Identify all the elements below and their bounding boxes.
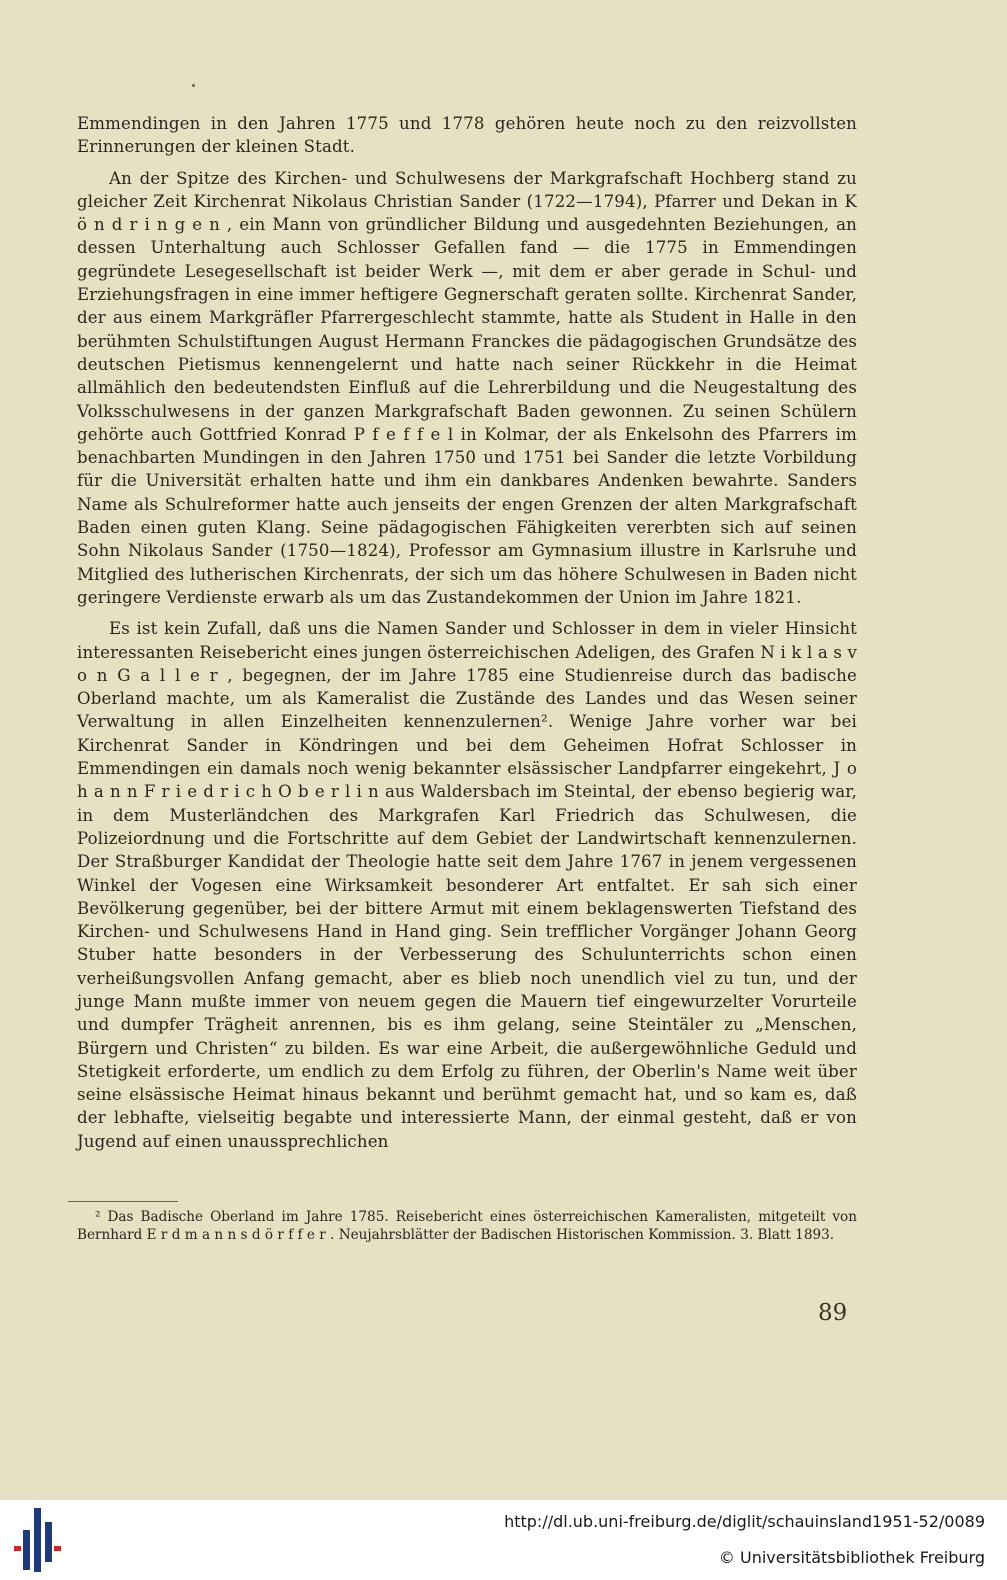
paragraph-3: Es ist kein Zufall, daß uns die Namen Sander und Schlosser in dem in vieler Hinsicht interessanten Reisebericht eines jungen österreichischen Adeligen, des Grafen N i k l a s v o n G a l l e r , begegnen, der im Jahre 1785 eine Studienreise durch das badische Oberland machte, um als Kameralist die Zustände des Landes und das Wesen seiner Verwaltung in allen Einzelheiten kennenzulernen². Wenige Jahre vorher war bei Kirchenrat Sander in Köndringen und bei dem Geheimen Hofrat Schlosser in Emmendingen ein damals noch wenig bekannter elsässischer Landpfarrer eingekehrt, J o h a n n F r i e d r i c h O b e r l i n aus Waldersbach im Steintal, der ebenso begierig war, in dem Musterländchen des Markgrafen Karl Friedrich das Schulwesen, die Polizeiordnung und die Fortschritte auf dem Gebiet der Landwirtschaft kennenzulernen. Der Straßburger Kandidat der Theologie hatte seit dem Jahre 1767 in jenem vergessenen Winkel der Vogesen eine Wirksamkeit besonderer Art entfaltet. Er sah sich einer Bevölkerung gegenüber, bei der bittere Armut mit einem beklagenswerten Tiefstand des Kirchen- und Schulwesens Hand in Hand ging. Sein trefflicher Vorgänger Johann Georg Stuber hatte besonders in der Verbesserung des Schulunterrichts schon einen verheißungsvollen Anfang gemacht, aber es blieb noch unendlich viel zu tun, und der junge Mann mußte immer von neuem gegen die Mauern tief eingewurzelter Vorurteile und dumpfer Trägheit anrennen, bis es ihm gelang, seine Steintäler zu „Menschen, Bürgern und Christen“ zu bilden. Es war eine Arbeit, die außergewöhnliche Geduld und Stetigkeit erforderte, um endlich zu dem Erfolg zu führen, der Oberlin's Name weit über seine elsässische Heimat hinaus bekannt und berühmt gemacht hat, und so kam es, daß der lebhafte, vielseitig begabte und interessierte Mann, der einmal gesteht, daß er von Jugend auf einen unaussprechlichen <box>77 619 857 1151</box>
permalink-link[interactable]: http://dl.ub.uni-freiburg.de/diglit/schauinsland1951-52/0089 <box>504 1512 985 1531</box>
footnote: ² Das Badische Oberland im Jahre 1785. Reisebericht eines österreichischen Kameralisten, mitgeteilt von Bernhard E r d m a n n s d ö r f f e r . Neujahrsblätter der Badischen Historischen Kommission. 3. Blatt 1893. <box>77 1209 857 1243</box>
library-logo-icon <box>14 1508 62 1572</box>
footnote-divider <box>68 1201 178 1202</box>
copyright-notice: © Universitätsbibliothek Freiburg <box>718 1548 985 1567</box>
paragraph-1: Emmendingen in den Jahren 1775 und 1778 gehören heute noch zu den reizvollsten Erinnerungen der kleinen Stadt. <box>77 114 857 157</box>
body-text <box>77 112 857 1153</box>
page-number: 89 <box>818 1300 848 1326</box>
paper-speck <box>192 84 195 87</box>
viewer-footer <box>0 1500 1007 1580</box>
paragraph-2: An der Spitze des Kirchen- und Schulwesens der Markgrafschaft Hochberg stand zu gleicher Zeit Kirchenrat Nikolaus Christian Sander (1722—1794), Pfarrer und Dekan in K ö n d r i n g e n , ein Mann von gründlicher Bildung und ausgedehnten Beziehungen, an dessen Unterhaltung auch Schlosser Gefallen fand — die 1775 in Emmendingen gegründete Lesegesellschaft ist beider Werk —, mit dem er aber gerade in Schul- und Erziehungsfragen in eine immer heftigere Gegnerschaft geraten sollte. Kirchenrat Sander, der aus einem Markgräfler Pfarrergeschlecht stammte, hatte als Student in Halle in den berühmten Schulstiftungen August Hermann Franckes die pädagogischen Grundsätze des deutschen Pietismus kennengelernt und hatte nach seiner Rückkehr in die Heimat allmählich den bedeutendsten Einfluß auf die Lehrerbildung und die Neugestaltung des Volksschulwesens in der ganzen Markgrafschaft Baden gewonnen. Zu seinen Schülern gehörte auch Gottfried Konrad P f e f f e l in Kolmar, der als Enkelsohn des Pfarrers im benachbarten Mundingen in den Jahren 1750 und 1751 bei Sander die letzte Vorbildung für die Universität erhalten hatte und ihm ein dankbares Andenken bewahrte. Sanders Name als Schulreformer hatte auch jenseits der engen Grenzen der alten Markgrafschaft Baden einen guten Klang. Seine pädagogischen Fähigkeiten vererbten sich auf seinen Sohn Nikolaus Sander (1750—1824), Professor am Gymnasium illustre in Karlsruhe und Mitglied des lutherischen Kirchenrats, der sich um das höhere Schulwesen in Baden nicht geringere Verdienste erwarb als um das Zustandekommen der Union im Jahre 1821. <box>77 168 857 607</box>
